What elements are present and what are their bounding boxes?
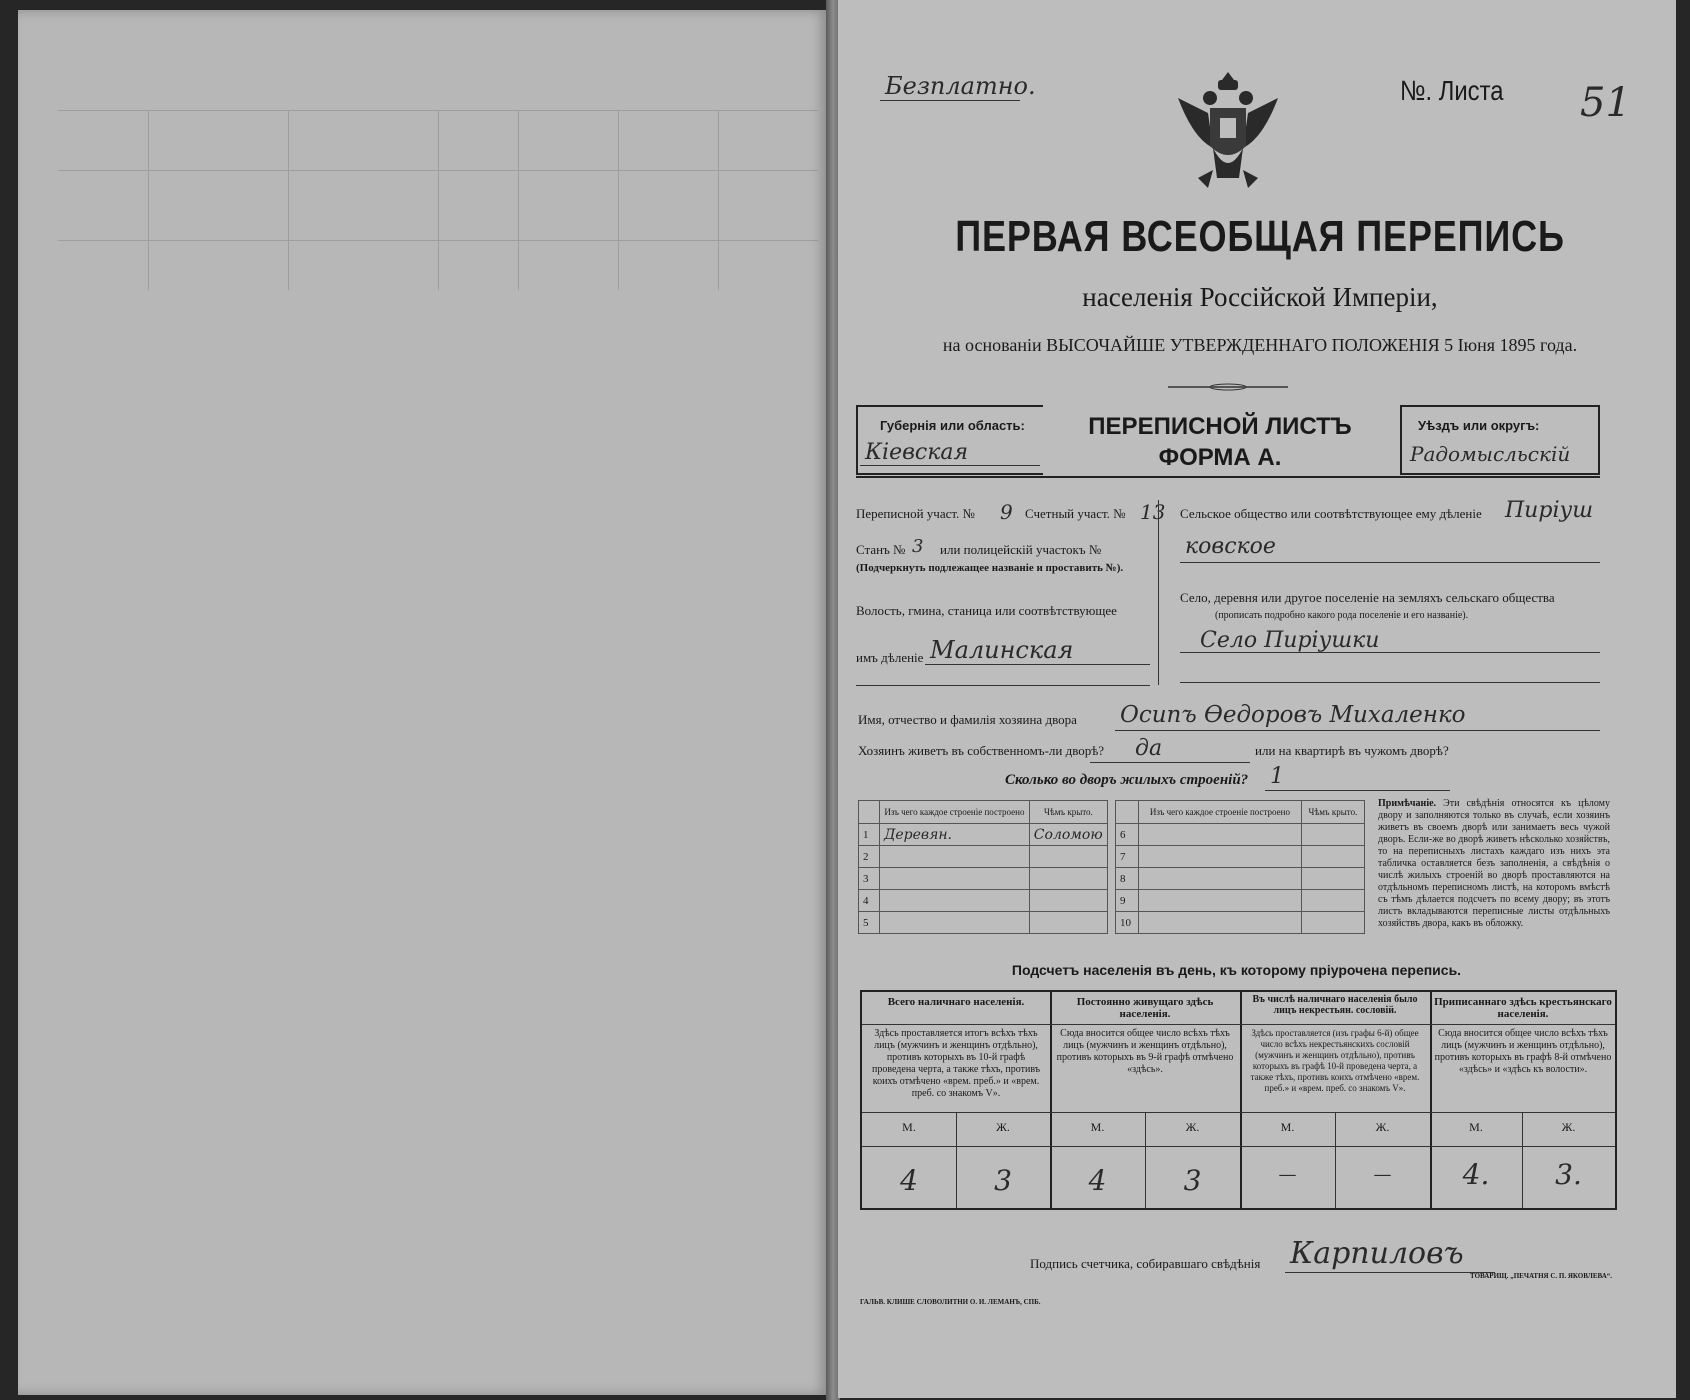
form-main-title: ПЕРВАЯ ВСЕОБЩАЯ ПЕРЕПИСЬ (955, 212, 1565, 261)
count-col-4-desc: Сюда вносится общее число всѣхъ тѣхъ лицъ (мужчинъ и женщинъ отдѣльно), противъ которыхъ въ графѣ 8-й отмѣчено «здѣсь» и «здѣсь къ волости». (1434, 1028, 1612, 1075)
district-label: Уѣздъ или округъ: (1418, 418, 1540, 433)
buildings-value[interactable]: 1 (1270, 764, 1284, 789)
permanent-female[interactable]: 3 (1183, 1164, 1202, 1197)
count-col-3-desc: Здѣсь проставляется (изъ графы 6-й) общее число всѣхъ некрестьянскихъ сословій (мужчинъ и женщинъ отдѣльно), противъ которыхъ въ графѣ 10-й проведена черта, а также тѣхъ, противъ коихъ отмѣчено «врем. преб.» и «врем. преб. со знакомъ V». (1250, 1028, 1420, 1093)
peasant-male[interactable]: 4. (1462, 1158, 1490, 1191)
signature-label: Подпись счетчика, собиравшаго свѣдѣнія (1030, 1256, 1261, 1271)
society-value-1[interactable]: Пиріуш (1505, 498, 1594, 523)
province-value[interactable]: Кіевская (865, 440, 969, 465)
count-col-3-head: Въ числѣ наличнаго населенія было лицъ некрестьян. сословій. (1252, 994, 1418, 1016)
police-area-label: или полицейскій участокъ № (940, 542, 1102, 557)
province-label: Губернія или область: (880, 418, 1025, 433)
district-value[interactable]: Радомысльскій (1410, 442, 1571, 466)
sheet-number-label: №. Листа (1400, 75, 1504, 106)
buildings-label: Сколько во дворъ жилыхъ строеній? (1005, 772, 1249, 788)
col-material-header: Изъ чего каждое строеніе построено (880, 801, 1030, 824)
table-row: 8 (1116, 868, 1365, 890)
society-label: Сельское общество или соотвѣтствующее ему дѣленіе (1180, 506, 1482, 521)
own-yard-value[interactable]: да (1135, 736, 1163, 761)
note-text: Эти свѣдѣнія относятся къ цѣлому двору и заполняются только въ случаѣ, если хозяинъ живетъ въ своемъ дворѣ или занимаетъ весь чужой дворъ. Если-же во дворѣ живетъ нѣсколько хозяйствъ, то на переписныхъ листахъ каждаго изъ нихъ эта табличка оставляется безъ заполненія, а свѣдѣнія о числѣ жилыхъ строеній во дворѣ проставляются на отдѣльномъ переписномъ листѣ, на которомъ вмѣстѣ съ тѣмъ дѣлается подсчетъ по всему двору; въ этотъ листъ вкладываются переписные листы отдѣльныхъ хозяйствъ двора, какъ въ обложку. (1378, 798, 1610, 929)
count-col-2-desc: Сюда вносится общее число всѣхъ тѣхъ лицъ (мужчинъ и женщинъ отдѣльно), противъ которыхъ въ 9-й графѣ отмѣчено «здѣсь». (1056, 1028, 1234, 1075)
free-label: Безплатно. (885, 72, 1036, 100)
count-col-2-head: Постоянно живущаго здѣсь населенія. (1076, 996, 1214, 1020)
printer-note-left: ГАЛЬВ. КЛИШЕ СЛОВОЛИТНИ О. И. ЛЕМАНЪ, СПБ. (860, 1298, 1041, 1306)
stan-label: Станъ № (856, 542, 906, 557)
census-area-value[interactable]: 9 (1000, 500, 1013, 524)
col-roof-header: Чѣмъ крыто. (1029, 801, 1107, 824)
rent-label: или на квартирѣ въ чужомъ дворѣ? (1255, 743, 1449, 758)
peasant-female[interactable]: 3. (1555, 1158, 1582, 1191)
table-row: 7 (1116, 846, 1365, 868)
printer-note-right: ТОВАРИЩ. „ПЕЧАТНЯ С. П. ЯКОВЛЕВА“. (1470, 1272, 1613, 1280)
left-page (18, 10, 830, 1395)
population-count-table: Всего наличнаго населенія. Постоянно живущаго здѣсь населенія. Въ числѣ наличнаго населенія было лицъ некрестьян. сословій. Приписаннаго здѣсь крестьянскаго населенія. Здѣсь проставляется итогъ всѣхъ тѣхъ лицъ (мужчинъ и женщинъ отдѣльно), противъ которыхъ въ 10-й графѣ проведена черта, а также тѣхъ, противъ коихъ отмѣчено «врем. преб.» и «врем. преб. со знакомъ V». Сюда вносится общее число всѣхъ тѣхъ лицъ (мужчинъ и женщинъ отдѣльно), противъ которыхъ въ 9-й графѣ отмѣчено «здѣсь». Здѣсь проставляется (изъ графы 6-й) общее число всѣхъ некрестьянскихъ сословій (мужчинъ и женщинъ отдѣльно), противъ которыхъ въ графѣ 10-й проведена черта, а также тѣхъ, противъ коихъ отмѣчено «врем. преб.» и «врем. преб. со знакомъ V». Сюда вносится общее число всѣхъ тѣхъ лицъ (мужчинъ и женщинъ отдѣльно), противъ которыхъ въ графѣ 8-й отмѣчено «здѣсь» и «здѣсь къ волости». М. Ж. М. Ж. М. Ж. М. Ж. 4 3 4 3 — — 4. 3. (860, 990, 1617, 1210)
note-title: Примѣчаніе. (1378, 798, 1437, 809)
form-subtitle: населенія Россійской Имперіи, (1082, 282, 1438, 312)
owner-label: Имя, отчество и фамилія хозяина двора (858, 712, 1077, 727)
table-row: 3 (859, 868, 1108, 890)
field-column-divider (1158, 500, 1159, 685)
table-row: 1 Деревян. Соломою (859, 824, 1108, 846)
count-area-label: Счетный участ. № (1025, 506, 1126, 521)
table-row: 4 (859, 890, 1108, 912)
table-row: 6 (1116, 824, 1365, 846)
count-col-4-head: Приписаннаго здѣсь крестьянскаго населенія. (1434, 996, 1612, 1020)
total-present-male[interactable]: 4 (900, 1164, 918, 1197)
census-area-label: Переписной участ. № (856, 506, 975, 521)
village-label: Село, деревня или другое поселеніе на земляхъ сельскаго общества (1180, 590, 1555, 605)
note-block (1378, 798, 1610, 930)
count-area-value[interactable]: 13 (1140, 500, 1166, 524)
society-value-2[interactable]: ковское (1185, 534, 1276, 559)
sheet-number-value: 51 (1580, 80, 1631, 126)
volost-label-2: имъ дѣленіе (856, 650, 924, 665)
table-row: 5 (859, 912, 1108, 934)
col-1-male-head: М. (902, 1120, 916, 1134)
owner-value[interactable]: Осипъ Өедоровъ Михаленко (1120, 702, 1466, 728)
col-1-female-head: Ж. (996, 1120, 1010, 1134)
imperial-eagle-emblem (1168, 68, 1288, 202)
non-peasant-female[interactable]: — (1373, 1164, 1392, 1185)
buildings-table-right: Изъ чего каждое строеніе построено Чѣмъ крыто. 6 7 8 9 10 (1115, 800, 1365, 934)
count-col-1-desc: Здѣсь проставляется итогъ всѣхъ тѣхъ лицъ (мужчинъ и женщинъ отдѣльно), противъ которыхъ въ 10-й графѣ проведена черта, а также тѣхъ, противъ коихъ отмѣчено «врем. преб.» и «врем. преб. со знакомъ V». (871, 1028, 1041, 1099)
buildings-table-left (858, 800, 1108, 934)
table-row: 2 (859, 846, 1108, 868)
underline-note: (Подчеркнуть подлежащее названіе и проставить №). (856, 562, 1124, 574)
village-value[interactable]: Село Пиріушки (1200, 628, 1380, 653)
bleed-through-table (58, 110, 818, 290)
count-title: Подсчетъ населенія въ день, къ которому пріурочена перепись. (1011, 962, 1462, 978)
form-type-title: ПЕРЕПИСНОЙ ЛИСТЪ (1088, 413, 1352, 440)
table-row: 9 (1116, 890, 1365, 912)
form-basis-line: на основаніи ВЫСОЧАЙШЕ УТВЕРЖДЕННАГО ПОЛОЖЕНІЯ 5 Іюня 1895 года. (942, 335, 1578, 355)
volost-label: Волость, гмина, станица или соотвѣтствующее (856, 603, 1117, 618)
signature-value[interactable]: Карпиловъ (1290, 1236, 1464, 1271)
form-type-code: ФОРМА А. (1158, 444, 1282, 471)
divider-ornament (1168, 383, 1288, 391)
non-peasant-male[interactable]: — (1278, 1164, 1297, 1185)
permanent-male[interactable]: 4 (1088, 1164, 1107, 1197)
stan-value[interactable]: 3 (912, 536, 924, 557)
volost-value[interactable]: Малинская (930, 636, 1074, 664)
own-yard-label: Хозяинъ живетъ въ собственномъ-ли дворѣ? (858, 743, 1105, 758)
total-present-female[interactable]: 3 (994, 1164, 1012, 1197)
village-note: (прописать подробно какого рода поселеніе и его названіе). (1215, 610, 1469, 621)
count-col-1-head: Всего наличнаго населенія. (887, 996, 1025, 1008)
table-row: 10 (1116, 912, 1365, 934)
